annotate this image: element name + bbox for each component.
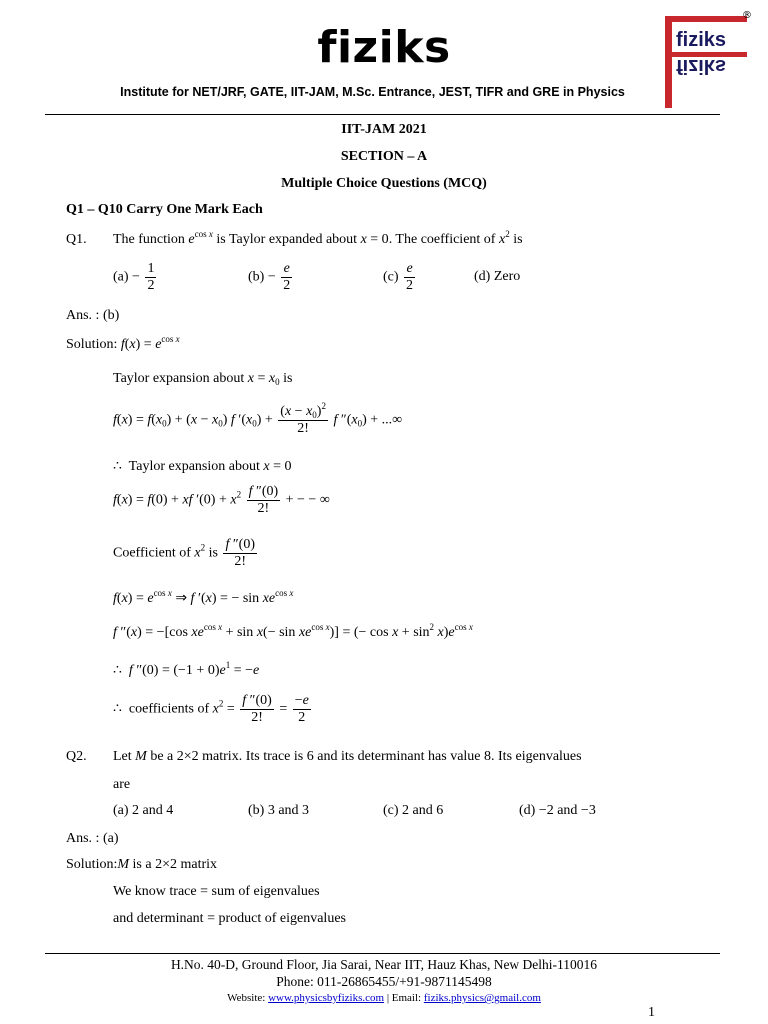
q2-statement: Let M be a 2×2 matrix. Its trace is 6 and its determinant has value 8. Its eigenvalues (113, 749, 582, 764)
q2-option-a: (a) 2 and 4 (113, 803, 174, 818)
q1-second-derivative: f ″(x) = −[cos $xe^{cos x} + \sin x(- \sin xe^{cos x})$] = (− $\cos x + \sin^2 x)e^{cos x}$ (113, 622, 473, 640)
q1-option-c: (c) $\frac{e}{2}$ (383, 261, 414, 293)
q1-taylor-about: Taylor expansion about $x = x_0$ is (113, 371, 293, 387)
q1-statement: The function $e^{cos x}$ is Taylor expanded about x = 0. The coefficient of $x^2$ is (113, 229, 523, 247)
q1-first-derivative: $f(x) = e^{cos x}$ ⇒ f ′(x) = − $\sin xe^{cos x}$ (113, 588, 294, 606)
q1-therefore-taylor: ∴ Taylor expansion about x = 0 (113, 459, 292, 474)
q2-solution-determinant: and determinant = product of eigenvalues (113, 911, 346, 926)
q1-taylor-formula: $f(x) = f(x_0) + (x - x_0)$ f $'(x_0)$ + $\frac{(x - x_0)^2}{2!}$ f $''(x_0)$ + ...∞ (113, 401, 403, 436)
q1-final-coefficient: ∴ coefficients of $x^2$ = $\frac{f ''(0)}{2!}$ = $\frac{-e}{2}$ (113, 693, 309, 725)
registered-mark: ® (742, 10, 752, 21)
section-title: SECTION – A (340, 149, 428, 164)
q2-number: Q2. (66, 749, 87, 764)
marks-note: Q1 – Q10 Carry One Mark Each (66, 202, 263, 217)
institute-tagline: Institute for NET/JRF, GATE, IIT-JAM, M.Sc. Entrance, JEST, TIFR and GRE in Physics (120, 85, 625, 99)
question-type: Multiple Choice Questions (MCQ) (281, 176, 487, 191)
footer-divider (45, 953, 720, 954)
q1-taylor-at-zero: f(x) = f(0) + xf $'(0) + x^2$ $\frac{f ''(0)}{2!}$ + − − ∞ (113, 484, 330, 516)
fiziks-logo (665, 16, 747, 108)
q2-answer: Ans. : (a) (66, 831, 119, 846)
footer-contact: Website: www.physicsbyfiziks.com | Email: fiziks.physics@gmail.com (227, 992, 541, 1004)
q1-f2-at-zero: ∴ f $''(0) = (-1 + 0)e^1 = -e$ (113, 660, 260, 678)
logo-text-bottom: fiziks (676, 55, 727, 77)
q2-solution-trace: We know trace = sum of eigenvalues (113, 884, 320, 899)
q1-solution-start: Solution: $f(x) = e^{cos x}$ (66, 334, 180, 352)
q1-option-b: (b) − $\frac{e}{2}$ (248, 261, 291, 293)
footer-phone: Phone: 011-26865455/+91-9871145498 (276, 974, 492, 989)
q1-answer: Ans. : (b) (66, 308, 120, 323)
header-divider (45, 114, 720, 115)
footer-address: H.No. 40-D, Ground Floor, Jia Sarai, Near IIT, Hauz Khas, New Delhi-110016 (170, 957, 598, 972)
q1-option-a: (a) − $\frac{1}{2}$ (113, 261, 155, 293)
q2-option-d: (d) −2 and −3 (519, 803, 596, 818)
page-number: 1 (648, 1005, 655, 1020)
exam-title: IIT-JAM 2021 (341, 122, 427, 137)
brand-title: fiziks (317, 22, 451, 73)
q2-option-c: (c) 2 and 6 (383, 803, 444, 818)
q2-statement-cont: are (113, 777, 131, 792)
q1-option-d: (d) Zero (474, 269, 521, 284)
email-link[interactable]: fiziks.physics@gmail.com (423, 992, 541, 1004)
q2-solution-start: Solution:M is a 2×2 matrix (66, 857, 218, 872)
website-link[interactable]: www.physicsbyfiziks.com (268, 992, 385, 1004)
q1-number: Q1. (66, 232, 87, 247)
q1-coefficient-of-x2: Coefficient of $x^2$ is $\frac{f ''(0)}{2!}$ (113, 537, 255, 569)
logo-text-top: fiziks (676, 29, 727, 51)
q2-option-b: (b) 3 and 3 (248, 803, 310, 818)
